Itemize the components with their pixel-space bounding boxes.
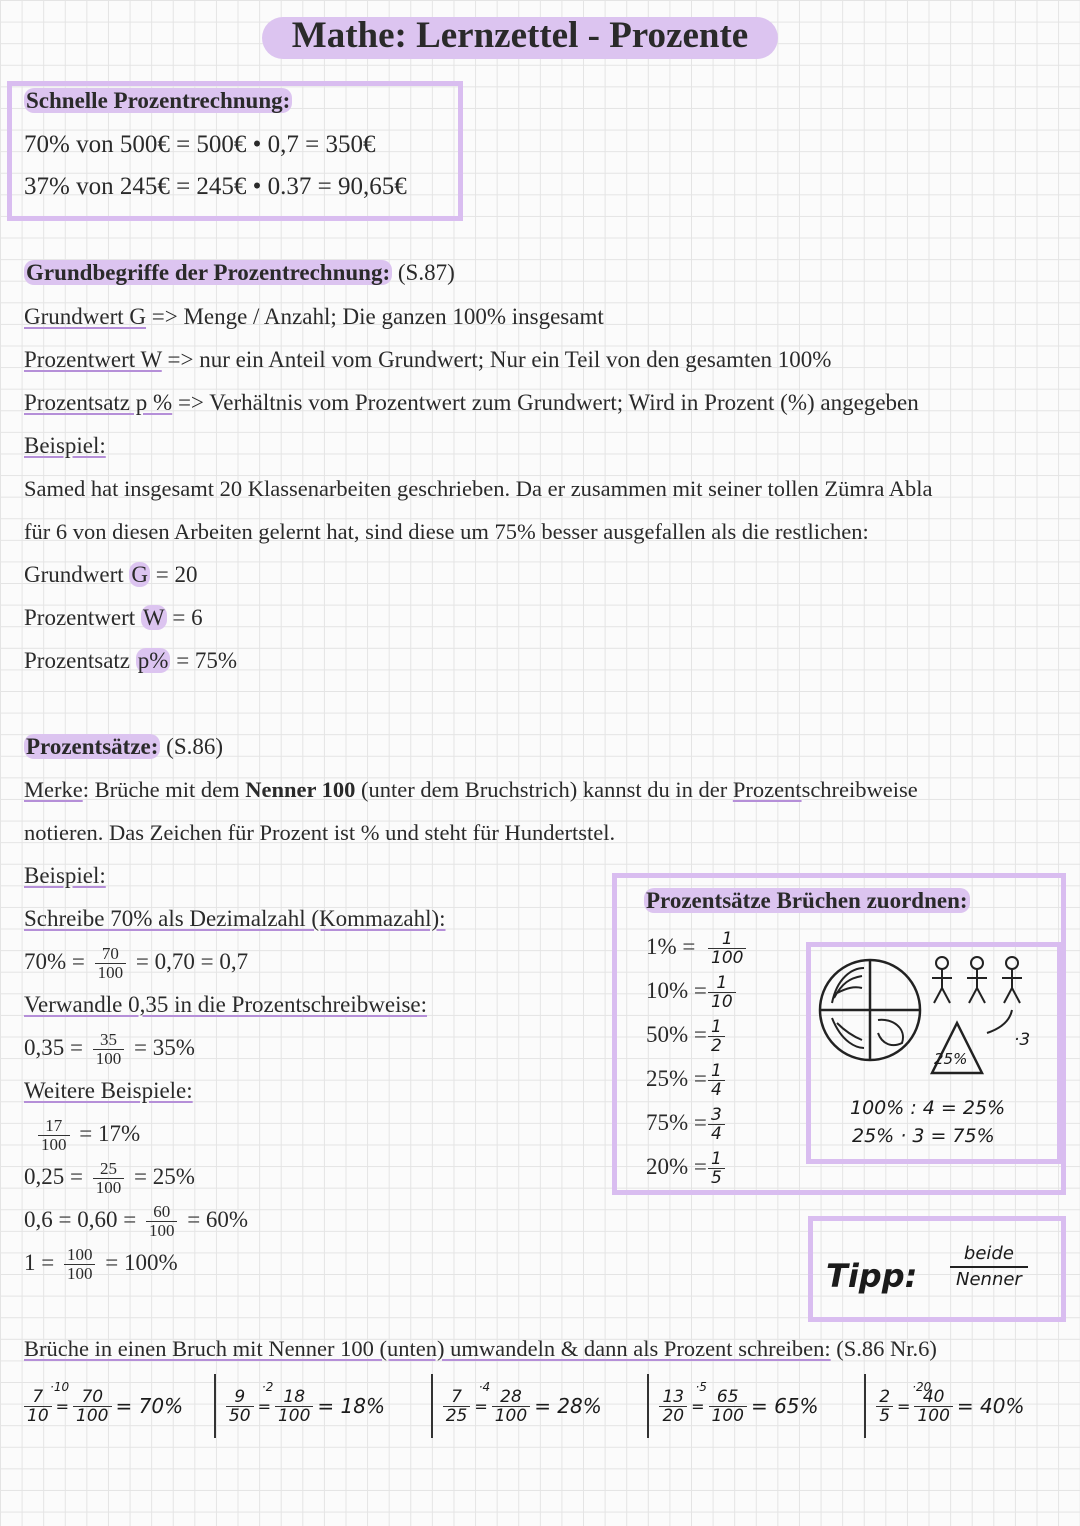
calc-line-1: 100% : 4 = 25% xyxy=(850,1097,1006,1119)
prozentwert-def: Prozentwert W => nur ein Anteil vom Grundwert; Nur ein Teil von den gesamten 100% xyxy=(24,347,832,372)
more-example-3: 0,6 = 0,60 = $\frac{60}{100}$ = 60% xyxy=(24,1202,249,1240)
separator xyxy=(431,1374,433,1438)
assign-row: 25% = $\frac{1}{4}$ xyxy=(646,1062,750,1106)
basics-example-line-1: Samed hat insgesamt 20 Klassenarbeiten geschrieben. Da er zusammen mit seiner tollen Zümra Abla xyxy=(24,476,933,501)
separator xyxy=(214,1374,216,1438)
grundwert-def: Grundwert G => Menge / Anzahl; Die ganzen 100% insgesamt xyxy=(24,304,604,329)
convert-item: ·4 $\frac{7}{25}$ = $\frac{28}{100}$ = 28% xyxy=(439,1388,642,1425)
more-example-1: $\frac{17}{100}$ = 17% xyxy=(34,1117,140,1154)
assign-rows xyxy=(646,930,750,1194)
separator xyxy=(864,1374,866,1438)
merke-line-1: Merke: Brüche mit dem Nenner 100 (unter dem Bruchstrich) kannst du in der Prozentschreibweise xyxy=(24,777,918,802)
more-example-4: 1 = $\frac{100}{100}$ = 100% xyxy=(24,1245,178,1283)
quick-heading: Schnelle Prozentrechnung: xyxy=(26,88,291,113)
assign-row: 50% = $\frac{1}{2}$ xyxy=(646,1018,750,1062)
calc-line-2: 25% · 3 = 75% xyxy=(852,1125,995,1147)
more-example-2: 0,25 = $\frac{25}{100}$ = 25% xyxy=(24,1159,195,1197)
separator xyxy=(647,1374,649,1438)
convert-item: ·5 $\frac{13}{20}$ = $\frac{65}{100}$ = 65% xyxy=(655,1388,858,1425)
quick-line-2: 37% von 245€ = 245€ • 0.37 = 90,65€ xyxy=(24,173,407,200)
basics-example-label: Beispiel: xyxy=(24,433,106,458)
convert-item: ·20 $\frac{2}{5}$ = $\frac{40}{100}$ = 40% xyxy=(872,1388,1070,1425)
convert-item: ·10 $\frac{7}{10}$ = $\frac{70}{100}$ = 70% xyxy=(20,1388,208,1425)
task-2-solution: 0,35 = $\frac{35}{100}$ = 35% xyxy=(24,1030,195,1068)
quick-line-1: 70% von 500€ = 500€ • 0,7 = 350€ xyxy=(24,131,376,158)
basics-heading: Grundbegriffe der Prozentrechnung: (S.87) xyxy=(26,260,455,285)
basics-example-line-2: für 6 von diesen Arbeiten gelernt hat, sind diese um 75% besser ausgefallen als die restlichen: xyxy=(24,519,869,544)
assign-row: 1% = $\frac{1}{100}$ xyxy=(646,930,750,974)
assign-row: 20% = $\frac{1}{5}$ xyxy=(646,1150,750,1194)
pie-multiplier: ·3 xyxy=(1014,1030,1031,1050)
more-examples-label: Weitere Beispiele: xyxy=(24,1078,193,1103)
convert-heading: Brüche in einen Bruch mit Nenner 100 (unten) umwandeln & dann als Prozent schreiben: (S.86 Nr.6) xyxy=(24,1336,937,1361)
rates-example-label: Beispiel: xyxy=(24,863,106,888)
rates-heading: Prozentsätze: (S.86) xyxy=(26,734,224,759)
page-title: Mathe: Lernzettel - Prozente xyxy=(291,15,749,56)
grundwert-value: Grundwert G = 20 xyxy=(24,562,198,587)
assign-heading: Prozentsätze Brüchen zuordnen: xyxy=(646,888,968,913)
tip-label: Tipp: xyxy=(826,1257,918,1295)
prozentsatz-value: Prozentsatz p% = 75% xyxy=(24,648,238,673)
tip-fraction: beide Nenner xyxy=(950,1242,1028,1292)
task-2: Verwandle 0,35 in die Prozentschreibweise: xyxy=(24,992,428,1017)
task-1-solution: 70% = $\frac{70}{100}$ = 0,70 = 0,7 xyxy=(24,944,249,982)
assign-row: 10% = $\frac{1}{10}$ xyxy=(646,974,750,1018)
task-1: Schreibe 70% als Dezimalzahl (Kommazahl): xyxy=(24,906,446,931)
merke-line-2: notieren. Das Zeichen für Prozent ist % und steht für Hundertstel. xyxy=(24,820,616,845)
convert-row xyxy=(20,1372,1070,1440)
prozentwert-value: Prozentwert W = 6 xyxy=(24,605,203,630)
pie-label: 25% xyxy=(934,1050,968,1068)
assign-row: 75% = $\frac{3}{4}$ xyxy=(646,1106,750,1150)
prozentsatz-def: Prozentsatz p % => Verhältnis vom Prozentwert zum Grundwert; Wird in Prozent (%) angegeben xyxy=(24,390,919,415)
convert-item: ·2 $\frac{9}{50}$ = $\frac{18}{100}$ = 18% xyxy=(222,1388,425,1425)
